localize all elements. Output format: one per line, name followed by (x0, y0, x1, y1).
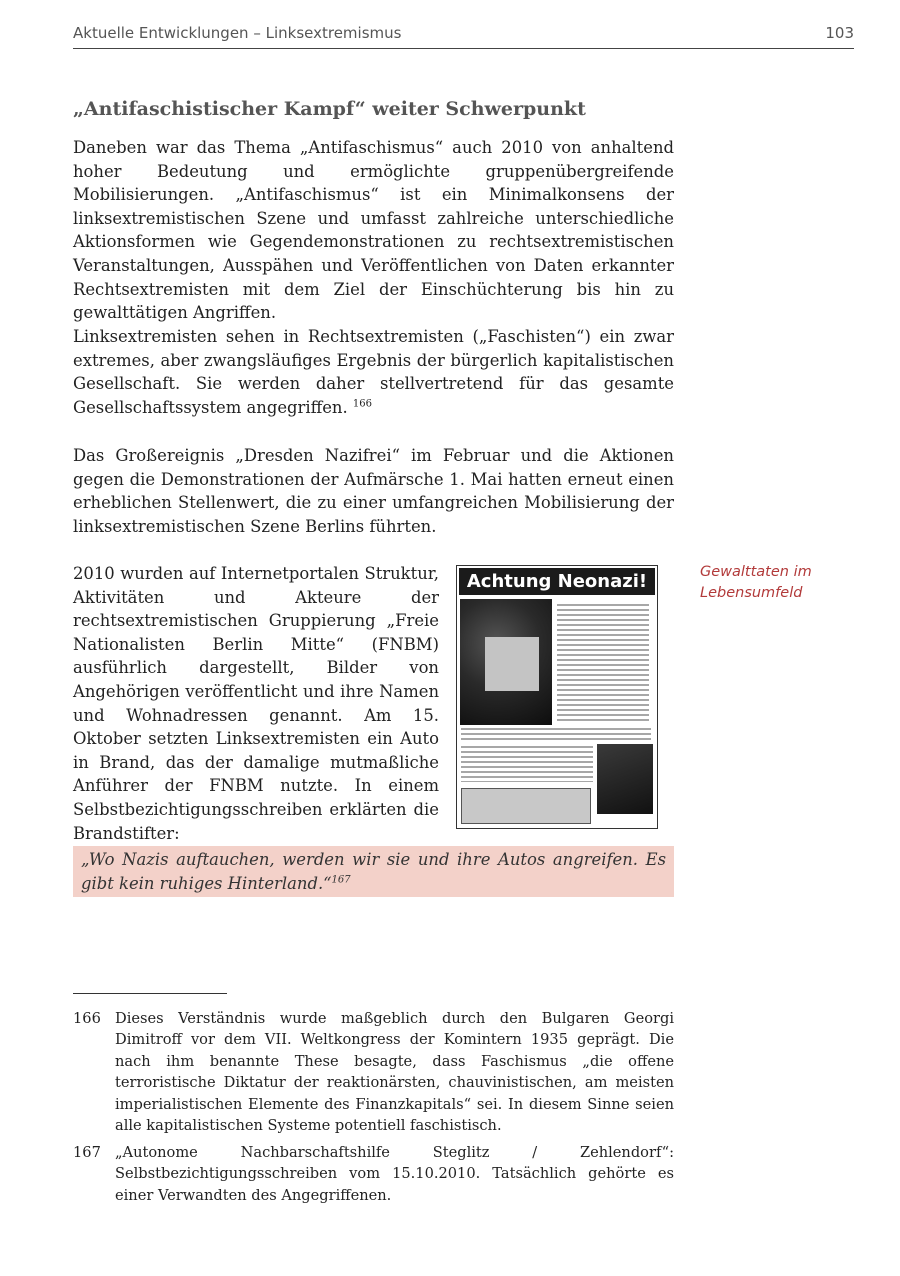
paragraph-antifaschismus (73, 136, 674, 325)
footnote-167 (73, 1142, 674, 1206)
running-title: Aktuelle Entwicklungen – Linksextremismus (73, 24, 402, 42)
paragraph-text: 2010 wurden auf Internetportalen Struktur, Aktivitäten und Akteure der rechtsextremistischen Gruppierung „Freie Nationalisten Berlin Mitte“ (FNBM) ausführlich dargestellt, Bilder von Angehörigen veröffentlicht und ihre Namen und Wohnadressen genannt. Am 15. Oktober setzten Linksextremisten ein Auto in Brand, das der damalige mutmaßliche Anführer der FNBM nutzte. In einem Selbstbezichtigungsschreiben erklärten die Brandstifter: (73, 564, 439, 843)
footnote-number: 166 (73, 1010, 101, 1027)
footnote-166 (73, 1008, 674, 1136)
footnote-text: Dieses Verständnis wurde maßgeblich durch den Bulgaren Georgi Dimitroff vor dem VII. Weltkongress der Komintern 1935 geprägt. Die nach ihm benannte These besagte, dass Faschismus „die offene terroristische Diktatur der reaktionärsten, chauvinistischen, am meisten imperialistischen Elemente des Finanzkapitals“ sei. In diesem Sinne seien alle kapitalistischen Systeme potentiell faschistisch. (115, 1010, 674, 1135)
running-header (73, 22, 854, 49)
page-number: 103 (825, 24, 854, 42)
margin-note (700, 562, 840, 604)
footnote-separator (73, 993, 227, 994)
pixelated-face-block (485, 637, 539, 691)
flyer-secondary-photo (597, 744, 653, 814)
paragraph-text: Daneben war das Thema „Antifaschismus“ auch 2010 von anhaltend hoher Bedeutung und ermöglichte gruppenübergreifende Mobilisierungen. „Antifaschismus“ ist ein Minimalkonsens der linksextremistischen Szene und umfasst zahlreiche unterschiedliche Aktionsformen wie Gegendemonstrationen zu rechtsextremistischen Veranstaltungen, Ausspähen und Veröffentlichen von Daten erkannter Rechtsextremisten mit dem Ziel der Einschüchterung bis hin zu gewalttätigen Angriffen. (73, 138, 674, 323)
flyer-text-block (557, 604, 649, 724)
margin-note-line: Gewalttaten im (700, 564, 812, 580)
footnote-ref-166[interactable]: 166 (352, 398, 373, 410)
flyer-title: Achtung Neonazi! (459, 568, 655, 595)
paragraph-text: Das Großereignis „Dresden Nazifrei“ im Februar und die Aktionen gegen die Demonstrationen der Aufmärsche 1. Mai hatten erneut einen erheblichen Stellenwert, die zu einer umfangreichen Mobilisierung der linksextremistischen Szene Berlins führten. (73, 446, 674, 536)
paragraph-linksextremisten (73, 325, 674, 419)
paragraph-text: Linksextremisten sehen in Rechtsextremisten („Faschisten“) ein zwar extremes, aber zwangsläufiges Ergebnis der bürgerlich kapitalistischen Gesellschaft. Sie werden daher stellvertretend für das gesamte Gesellschaftssystem angegriffen. (73, 327, 674, 417)
margin-note-line: Lebensumfeld (700, 585, 803, 601)
flyer-text-block (461, 728, 651, 742)
flyer-portrait-photo (460, 599, 552, 725)
quote-block (73, 846, 674, 897)
paragraph-fnbm (73, 562, 439, 845)
flyer-redacted-box (461, 788, 591, 824)
section-heading: „Antifaschistischer Kampf“ weiter Schwerpunkt (73, 98, 586, 120)
footnote-text: „Autonome Nachbarschaftshilfe Steglitz / Zehlendorf“: Selbstbezichtigungsschreiben vom 15.10.2010. Tatsächlich gehörte es einer Verwandten des Angegriffenen. (115, 1144, 674, 1204)
flyer-image (456, 565, 658, 829)
footnote-ref-167[interactable]: 167 (331, 874, 351, 886)
flyer-text-block (461, 746, 593, 782)
quote-text: „Wo Nazis auftauchen, werden wir sie und ihre Autos angreifen. Es gibt kein ruhiges Hinterland.“ (81, 850, 666, 893)
paragraph-dresden (73, 444, 674, 538)
footnote-number: 167 (73, 1144, 101, 1161)
